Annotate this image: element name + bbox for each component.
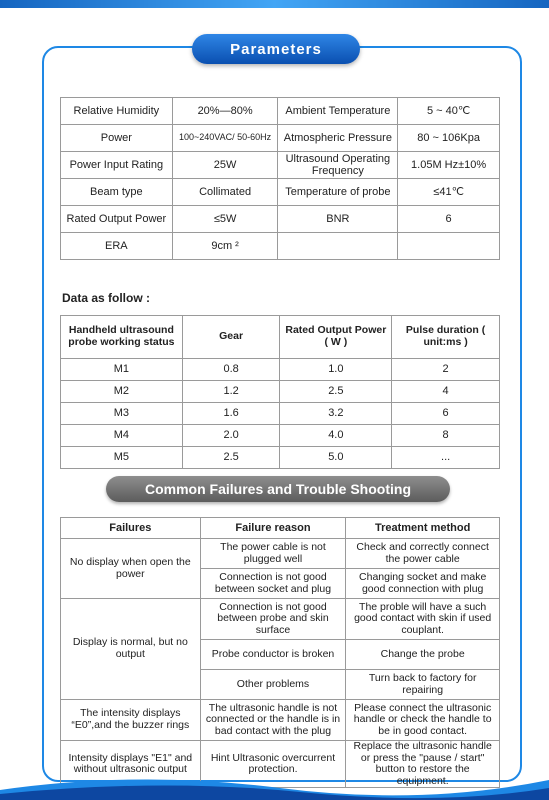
- method-cell: Check and correctly connect the power cable: [346, 539, 500, 569]
- param-label: Power Input Rating: [61, 152, 173, 179]
- method-cell: Please connect the ultrasonic handle or check the handle to be in good contact.: [346, 700, 500, 741]
- reason-cell: The ultrasonic handle is not connected or the handle is in bad contact with the plug: [200, 700, 346, 741]
- param-value: 80 ~ 106Kpa: [398, 125, 500, 152]
- reason-cell: Connection is not good between socket and plug: [200, 569, 346, 599]
- param-label: Temperature of probe: [278, 179, 398, 206]
- method-cell: Replace the ultrasonic handle or press the "pause / start" button to restore the equipment.: [346, 741, 500, 788]
- param-label: [278, 233, 398, 260]
- table-cell: 0.8: [182, 359, 280, 381]
- table-row: [61, 179, 500, 206]
- param-label: Power: [61, 125, 173, 152]
- table-row: [61, 447, 500, 469]
- table-row: [61, 125, 500, 152]
- table-cell: 1.6: [182, 403, 280, 425]
- failure-cell: The intensity displays “E0”,and the buzzer rings: [61, 700, 201, 741]
- failures-title: Common Failures and Trouble Shooting: [106, 476, 450, 502]
- column-header: Handheld ultrasound probe working status: [61, 316, 183, 359]
- table-cell: 4: [392, 381, 500, 403]
- column-header: Pulse duration ( unit:ms ): [392, 316, 500, 359]
- table-row: [61, 152, 500, 179]
- table-row: [61, 425, 500, 447]
- param-value: 25W: [172, 152, 278, 179]
- param-value: 9cm ²: [172, 233, 278, 260]
- param-label: Rated Output Power: [61, 206, 173, 233]
- failure-cell: No display when open the power: [61, 539, 201, 599]
- table-cell: M5: [61, 447, 183, 469]
- param-label: ERA: [61, 233, 173, 260]
- bottom-decoration: [0, 760, 549, 800]
- reason-cell: The power cable is not plugged well: [200, 539, 346, 569]
- method-cell: The proble will have a such good contact with skin if used couplant.: [346, 599, 500, 640]
- method-cell: Turn back to factory for repairing: [346, 670, 500, 700]
- table-row: [61, 700, 500, 741]
- param-value: 6: [398, 206, 500, 233]
- param-label: Relative Humidity: [61, 98, 173, 125]
- data-section-title: Data as follow :: [62, 291, 151, 305]
- data-table: [60, 315, 500, 469]
- param-value: Collimated: [172, 179, 278, 206]
- table-cell: M4: [61, 425, 183, 447]
- param-label: Ambient Temperature: [278, 98, 398, 125]
- table-row: [61, 206, 500, 233]
- table-header-row: [61, 518, 500, 539]
- table-row: [61, 539, 500, 569]
- param-value: ≤5W: [172, 206, 278, 233]
- failure-cell: Intensity displays "E1" and without ultrasonic output: [61, 741, 201, 788]
- table-cell: 2.5: [182, 447, 280, 469]
- param-value: 5 ~ 40℃: [398, 98, 500, 125]
- column-header: Failure reason: [200, 518, 346, 539]
- param-value: 20%—80%: [172, 98, 278, 125]
- table-row: [61, 599, 500, 640]
- param-label: Atmospheric Pressure: [278, 125, 398, 152]
- param-label: Ultrasound Operating Frequency: [278, 152, 398, 179]
- parameters-title: Parameters: [192, 34, 360, 64]
- param-label: Beam type: [61, 179, 173, 206]
- table-cell: M2: [61, 381, 183, 403]
- table-row: [61, 359, 500, 381]
- reason-cell: Probe conductor is broken: [200, 640, 346, 670]
- wave-decoration-icon: [0, 760, 549, 800]
- table-cell: 8: [392, 425, 500, 447]
- param-value: [398, 233, 500, 260]
- parameters-table: [60, 97, 500, 260]
- top-accent-bar: [0, 0, 549, 8]
- table-cell: M1: [61, 359, 183, 381]
- reason-cell: Connection is not good between probe and skin surface: [200, 599, 346, 640]
- table-cell: 1.0: [280, 359, 392, 381]
- table-row: [61, 233, 500, 260]
- table-cell: 1.2: [182, 381, 280, 403]
- failure-cell: Display is normal, but no output: [61, 599, 201, 700]
- method-cell: Change the probe: [346, 640, 500, 670]
- table-cell: 4.0: [280, 425, 392, 447]
- column-header: Treatment method: [346, 518, 500, 539]
- table-cell: 6: [392, 403, 500, 425]
- table-cell: 2.5: [280, 381, 392, 403]
- table-row: [61, 98, 500, 125]
- table-row: [61, 403, 500, 425]
- table-cell: ...: [392, 447, 500, 469]
- param-value: 1.05M Hz±10%: [398, 152, 500, 179]
- table-cell: 2.0: [182, 425, 280, 447]
- table-cell: 5.0: [280, 447, 392, 469]
- column-header: Rated Output Power ( W ): [280, 316, 392, 359]
- table-header-row: [61, 316, 500, 359]
- table-cell: 2: [392, 359, 500, 381]
- table-row: [61, 381, 500, 403]
- param-label: BNR: [278, 206, 398, 233]
- reason-cell: Hint Ultrasonic overcurrent protection.: [200, 741, 346, 788]
- column-header: Failures: [61, 518, 201, 539]
- failures-table: [60, 517, 500, 788]
- column-header: Gear: [182, 316, 280, 359]
- method-cell: Changing socket and make good connection with plug: [346, 569, 500, 599]
- param-value: 100~240VAC/ 50-60Hz: [172, 125, 278, 152]
- table-cell: 3.2: [280, 403, 392, 425]
- table-cell: M3: [61, 403, 183, 425]
- reason-cell: Other problems: [200, 670, 346, 700]
- param-value: ≤41℃: [398, 179, 500, 206]
